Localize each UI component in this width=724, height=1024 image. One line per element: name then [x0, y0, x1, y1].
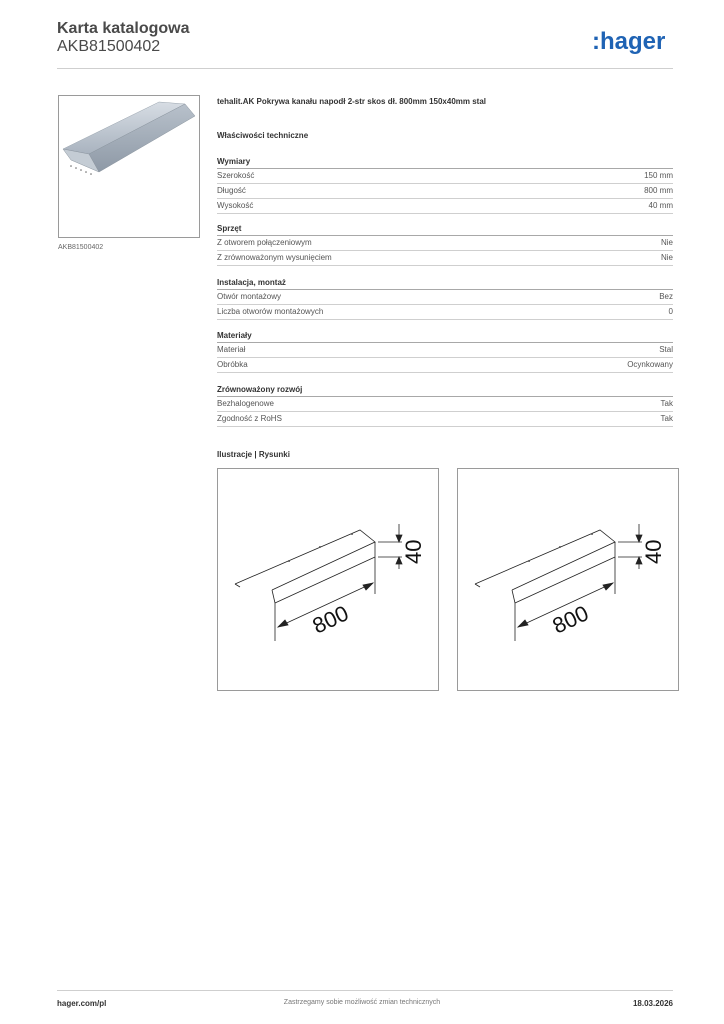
- spec-row: [217, 343, 673, 358]
- hager-logo-text: :hager: [592, 28, 666, 55]
- spec-group-title: Materiały: [217, 330, 673, 343]
- spec-value: 0: [668, 307, 673, 316]
- spec-row: [217, 184, 673, 199]
- illustrations-heading: Ilustracje | Rysunki: [217, 450, 290, 459]
- spec-group-title: Instalacja, montaż: [217, 277, 673, 290]
- spec-row: [217, 305, 673, 320]
- spec-value: 800 mm: [644, 186, 673, 195]
- dimension-height-label: 40: [641, 539, 666, 564]
- spec-group-title: Sprzęt: [217, 223, 673, 236]
- spec-label: Szerokość: [217, 171, 255, 180]
- dimension-height-label: 40: [401, 539, 426, 564]
- spec-group-title: Wymiary: [217, 156, 673, 169]
- product-photo: [58, 95, 200, 238]
- spec-value: Nie: [660, 238, 673, 247]
- spec-row: [217, 397, 673, 412]
- spec-label: Otwór montażowy: [217, 292, 282, 301]
- spec-value: 150 mm: [644, 171, 673, 180]
- spec-value: Nie: [660, 253, 673, 262]
- spec-row: [217, 290, 673, 305]
- spec-label: Bezhalogenowe: [217, 399, 274, 408]
- spec-label: Liczba otworów montażowych: [217, 307, 324, 316]
- spec-value: Stal: [659, 345, 673, 354]
- product-photo-caption: AKB81500402: [58, 244, 104, 251]
- spec-row: [217, 251, 673, 266]
- spec-value: Tak: [660, 399, 673, 408]
- spec-row: [217, 358, 673, 373]
- spec-row: [217, 236, 673, 251]
- footer-date: 18.03.2026: [632, 999, 673, 1008]
- spec-value: 40 mm: [648, 201, 673, 210]
- spec-label: Z zrównoważonym wysunięciem: [217, 253, 332, 262]
- header-divider: [57, 68, 673, 69]
- dimension-drawing-1: [217, 468, 439, 691]
- spec-label: Wysokość: [217, 201, 254, 210]
- hager-logo: [592, 28, 674, 61]
- spec-value: Tak: [660, 414, 673, 423]
- spec-label: Zgodność z RoHS: [217, 414, 282, 423]
- spec-row: [217, 169, 673, 184]
- spec-group-dimensions: [217, 156, 673, 214]
- spec-label: Materiał: [217, 345, 246, 354]
- spec-group-installation: [217, 277, 673, 320]
- spec-group-title: Zrównoważony rozwój: [217, 384, 673, 397]
- spec-group-materials: [217, 330, 673, 373]
- product-title: tehalit.AK Pokrywa kanału napodł 2-str skos dł. 800mm 150x40mm stal: [217, 97, 486, 106]
- header-title: Karta katalogowa: [57, 20, 190, 37]
- footer-divider: [57, 990, 673, 991]
- dimension-drawing-2: [457, 468, 679, 691]
- header-product-code: AKB81500402: [57, 38, 161, 55]
- spec-row: [217, 199, 673, 214]
- technical-properties-heading: Właściwości techniczne: [217, 131, 309, 140]
- spec-value: Ocynkowany: [627, 360, 673, 369]
- footer-website-link[interactable]: hager.com/pl: [57, 999, 107, 1008]
- dimension-length-label: 800: [548, 600, 593, 639]
- spec-label: Z otworem połączeniowym: [217, 238, 312, 247]
- footer-disclaimer: Zastrzegamy sobie możliwość zmian technicznych: [283, 999, 441, 1006]
- spec-label: Długość: [217, 186, 246, 195]
- dimension-length-label: 800: [308, 600, 353, 639]
- spec-row: [217, 412, 673, 427]
- spec-label: Obróbka: [217, 360, 248, 369]
- spec-value: Bez: [659, 292, 673, 301]
- spec-group-sustainability: [217, 384, 673, 427]
- spec-group-equipment: [217, 223, 673, 266]
